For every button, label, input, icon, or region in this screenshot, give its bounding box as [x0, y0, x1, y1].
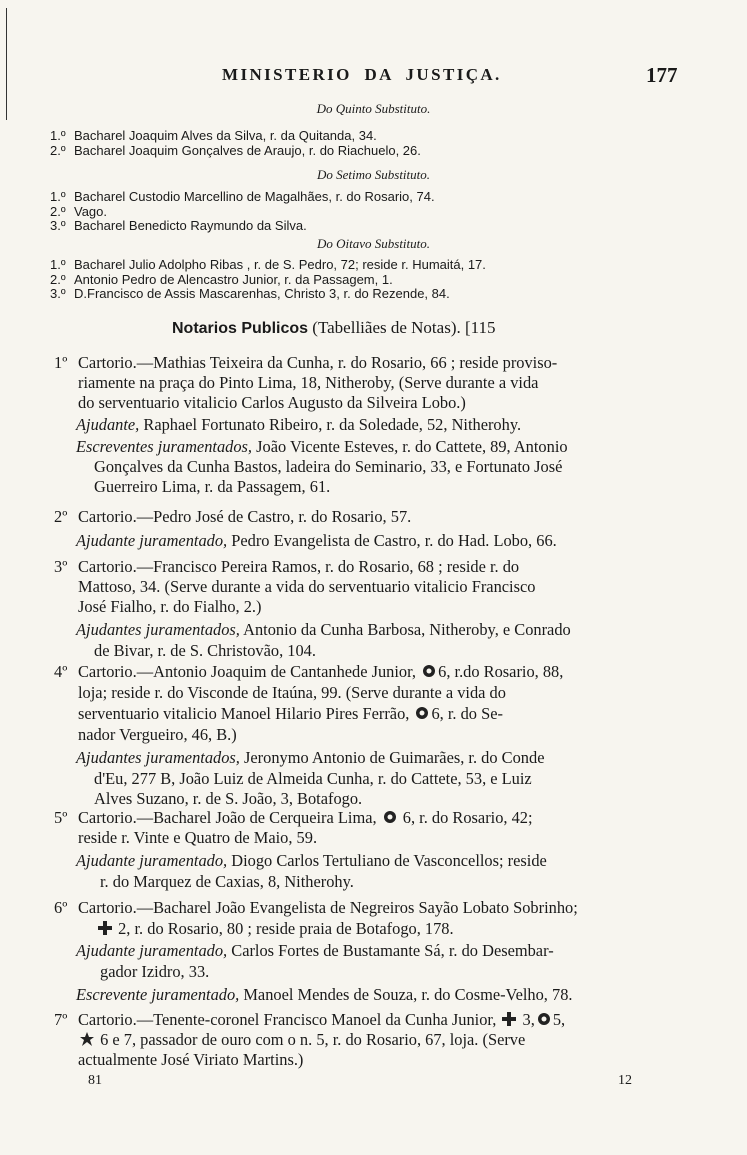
section-title: Notarios Publicos (Tabelliães de Notas). [115: [172, 318, 496, 337]
star-insignia-icon: [80, 1032, 94, 1046]
subheading-quinto: Do Quinto Substituto.: [316, 101, 431, 116]
page-title: MINISTERIO DA JUSTIÇA.: [222, 65, 502, 84]
subheading-setimo: Do Setimo Substituto.: [316, 167, 431, 182]
order-insignia-icon: [537, 1012, 551, 1026]
cross-insignia-icon: [98, 921, 112, 935]
order-insignia-icon: [383, 810, 397, 824]
list-item: 1.º Bacharel Julio Adolpho Ribas , r. de S. Pedro, 72; reside r. Humaitá, 17.: [50, 257, 486, 272]
list-item: 1.º Bacharel Custodio Marcellino de Magalhães, r. do Rosario, 74.: [50, 189, 435, 204]
order-insignia-icon: [415, 706, 429, 720]
list-item: 2.º Antonio Pedro de Alencastro Junior, r. da Passagem, 1.: [50, 272, 393, 287]
list-item: 3.º D.Francisco de Assis Mascarenhas, Christo 3, r. do Rezende, 84.: [50, 286, 450, 301]
document-page: MINISTERIO DA JUSTIÇA. 177 Do Quinto Substituto. 1.º Bacharel Joaquim Alves da Silva, r. da Quitanda, 34. 2.º Bacharel Joaquim Gonçalves de Araujo, r. do Riachuelo, 26. Do Setimo Substituto. 1.º Bacharel Custodio Marcellino de Magalhães, r. do Rosario, 74. 2.º Vago. 3.º Bacharel Benedicto Raymundo da Silva. Do Oitavo Substituto. 1.º Bacharel Julio Adolpho Ribas , r. de S. Pedro, 72; reside r. Humaitá, 17. 2.º Antonio Pedro de Alencastro Junior, r. da Passagem, 1. 3.º D.Francisco de Assis Mascarenhas, Christo 3, r. do Rezende, 84. Notarios Publicos (Tabelliães de Notas). [115 1º Cartorio.—Mathias Teixeira da Cunha, r. do Rosario, 66 ; reside proviso- riamente na praça do Pinto Lima, 18, Nitheroby, (Serve durante a vida do serventuario vitalicio Carlos Augusto da Silveira Lobo.) Ajudante, Raphael Fortunato Ribeiro, r. da Soledade, 52, Nitherohy. Escreventes juramentados, João Vicente Esteves, r. do Cattete, 89, Antonio Gonçalves da Cunha Bastos, ladeira do Seminario, 33, e Fortunato José Guerreiro Lima, r. da Passagem, 61. 2º Cartorio.—Pedro José de Castro, r. do Rosario, 57. Ajudante juramentado, Pedro Evangelista de Castro, r. do Had. Lobo, 66. 3º Cartorio.—Francisco Pereira Ramos, r. do Rosario, 68 ; reside r. do Mattoso, 34. (Serve durante a vida do serventuario vitalicio Francisco José Fialho, r. do Fialho, 2.) Ajudantes juramentados, Antonio da Cunha Barbosa, Nitheroby, e Conrado de Bivar, r. de S. Christovão, 104. 4º Cartorio.—Antonio Joaquim de Cantanhede Junior, 6, r.do Rosario, 88, loja; reside r. do Visconde de Itaúna, 99. (Serve durante a vida do serventuario vitalicio Manoel Hilario Pires Ferrão, 6, r. do Se- nador Vergueiro, 46, B.) Ajudantes juramentados, Jeronymo Antonio de Guimarães, r. do Conde d'Eu, 277 B, João Luiz de Almeida Cunha, r. do Cattete, 53, e Luiz Alves Suzano, r. de S. João, 3, Botafogo. 5º Cartorio.—Bacharel João de Cerqueira Lima, 6, r. do Rosario, 42; reside r. Vinte e Quatro de Maio, 59. Ajudante juramentado, Diogo Carlos Tertuliano de Vasconcellos; reside r. do Marquez de Caxias, 8, Nitherohy. 6º Cartorio.—Bacharel João Evangelista de Negreiros Sayão Lobato Sobrinho; 2, r. do Rosario, 80 ; reside praia de Botafogo, 178. Ajudante juramentado, Carlos Fortes de Bustamante Sá, r. do Desembar- gador Izidro, 33. Escrevente juramentado, Manoel Mendes de Souza, r. do Cosme-Velho, 78. 7º Cartorio.—Tenente-coronel Francisco Manoel da Cunha Junior, 3, 5, 6 e 7, passador de ouro com o n. 5, r. do Rosario, 67, loja. (Serve actualmente José Viriato Martins.) 81 12: [0, 0, 747, 1155]
signature-mark-right: 12: [618, 1073, 632, 1088]
list-item: 1.º Bacharel Joaquim Alves da Silva, r. da Quitanda, 34.: [50, 128, 377, 143]
subheading-oitavo: Do Oitavo Substituto.: [316, 236, 431, 251]
list-item: 2.º Bacharel Joaquim Gonçalves de Araujo, r. do Riachuelo, 26.: [50, 143, 421, 158]
page-number: 177: [646, 63, 678, 87]
order-insignia-icon: [422, 664, 436, 678]
list-item: 2.º Vago.: [50, 204, 108, 219]
page-header: [0, 63, 747, 91]
signature-mark-left: 81: [88, 1073, 102, 1088]
cross-insignia-icon: [502, 1012, 516, 1026]
list-item: 3.º Bacharel Benedicto Raymundo da Silva.: [50, 218, 307, 233]
